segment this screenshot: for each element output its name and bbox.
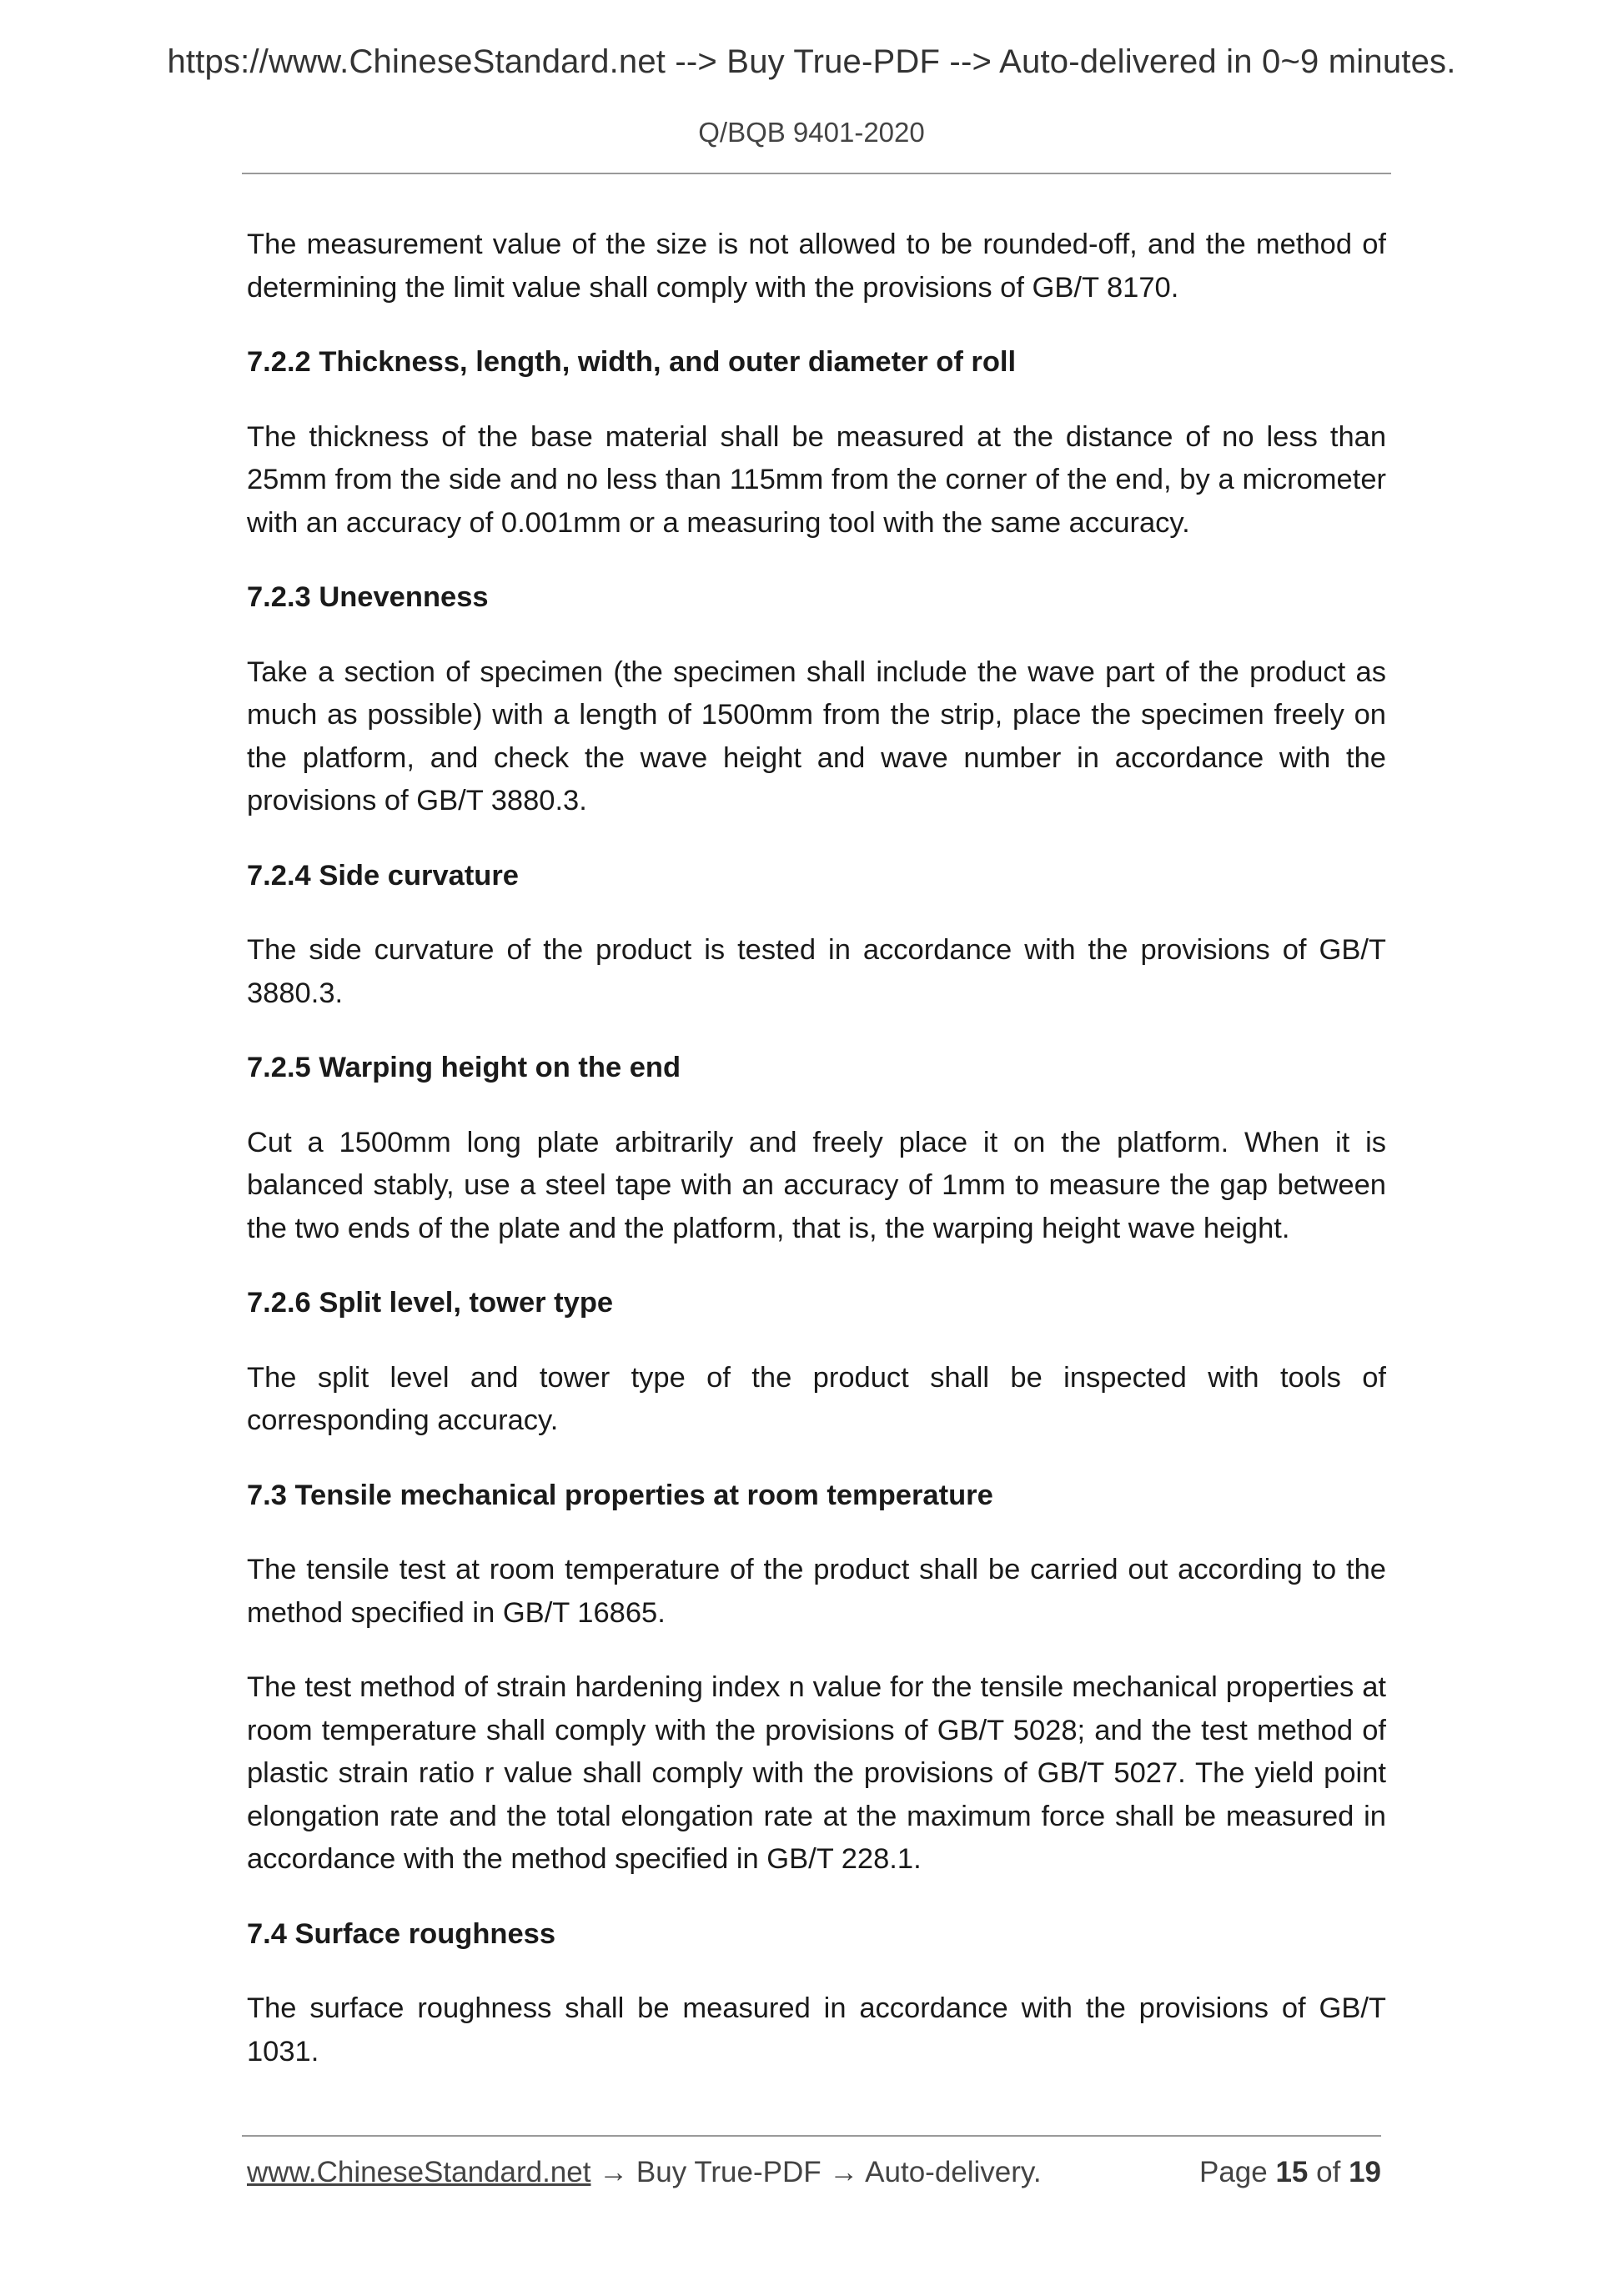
footer-divider xyxy=(242,2135,1381,2137)
paragraph-7-3-b: The test method of strain hardening index n value for the tensile mechanical properties at room temperature shall comply with the provisions of GB/T 5028; and the test method of plastic strain ratio r value shall comply with the provisions of GB/T 5027. The yield point elongation rate and the total elongation rate at the maximum force shall be measured in accordance with the method specified in GB/T 228.1. xyxy=(247,1671,1386,1875)
footer-site-link[interactable]: www.ChineseStandard.net xyxy=(247,2156,591,2188)
document-code: Q/BQB 9401-2020 xyxy=(698,117,925,148)
paragraph-7-2-5: Cut a 1500mm long plate arbitrarily and freely place it on the platform. When it is balanced stably, use a steel tape with an accuracy of 1mm to measure the gap between the two ends of the plate and the platform, that is, the warping height wave height. xyxy=(247,1126,1386,1244)
top-banner: https://www.ChineseStandard.net --> Buy True-PDF --> Auto-delivered in 0~9 minutes. xyxy=(167,43,1456,80)
of-label: of xyxy=(1316,2156,1341,2188)
heading-7-4: 7.4 Surface roughness xyxy=(247,1917,556,1950)
page-total: 19 xyxy=(1349,2156,1381,2188)
page-indicator xyxy=(1199,2156,1381,2189)
page-label: Page xyxy=(1198,2156,1268,2188)
page-number: 15 xyxy=(1275,2156,1309,2188)
paragraph-7-4: The surface roughness shall be measured in accordance with the provisions of GB/T 1031. xyxy=(247,1992,1386,2067)
footer-left xyxy=(247,2156,1042,2189)
footer-tagline: → Buy True-PDF → Auto-delivery. xyxy=(590,2156,1042,2188)
header-divider xyxy=(242,173,1391,174)
heading-7-2-4: 7.2.4 Side curvature xyxy=(247,859,519,892)
paragraph-7-3-a: The tensile test at room temperature of the product shall be carried out according to the method specified in GB/T 16865. xyxy=(247,1554,1386,1629)
intro-paragraph: The measurement value of the size is not allowed to be rounded-off, and the method of determining the limit value shall comply with the provisions of GB/T 8170. xyxy=(247,229,1386,304)
heading-7-2-2: 7.2.2 Thickness, length, width, and outer diameter of roll xyxy=(247,346,1017,378)
paragraph-7-2-4: The side curvature of the product is tested in accordance with the provisions of GB/T 3880.3. xyxy=(247,934,1386,1009)
paragraph-7-2-6: The split level and tower type of the product shall be inspected with tools of corresponding accuracy. xyxy=(247,1361,1386,1436)
heading-7-2-5: 7.2.5 Warping height on the end xyxy=(247,1052,681,1083)
heading-7-2-6: 7.2.6 Split level, tower type xyxy=(247,1287,614,1319)
page-content xyxy=(247,224,1386,2105)
paragraph-7-2-2: The thickness of the base material shall be measured at the distance of no less than 25mm from the side and no less than 115mm from the corner of the end, by a micrometer with an accuracy of 0.001mm or a measuring tool with the same accuracy. xyxy=(247,420,1386,539)
heading-7-2-3: 7.2.3 Unevenness xyxy=(247,581,489,613)
heading-7-3: 7.3 Tensile mechanical properties at room temperature xyxy=(247,1479,993,1511)
paragraph-7-2-3: Take a section of specimen (the specimen shall include the wave part of the product as much as possible) with a length of 1500mm from the strip, place the specimen freely on the platform, and check the wave height and wave number in accordance with the provisions of GB/T 3880.3. xyxy=(247,656,1386,816)
